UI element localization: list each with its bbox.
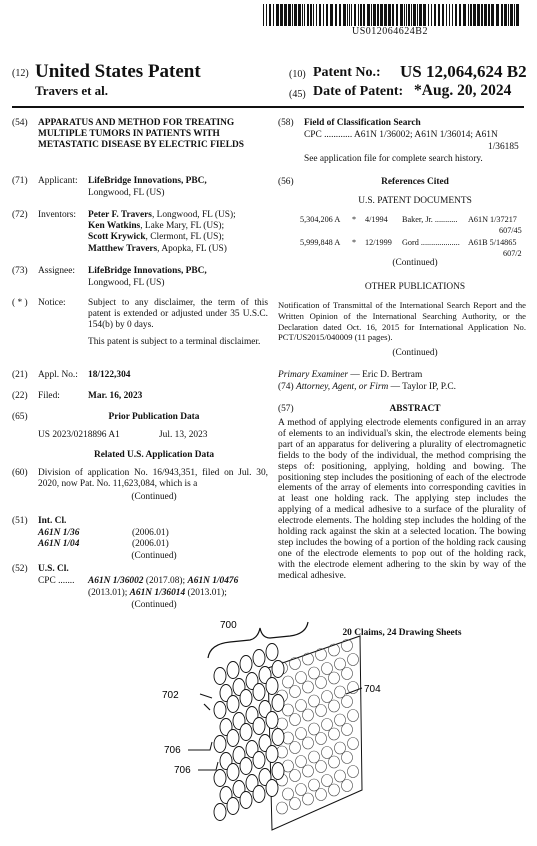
- prior-heading: Prior Publication Data: [108, 412, 200, 422]
- barcode-number: US012064624B2: [352, 26, 428, 37]
- patent-figure: [150, 618, 410, 840]
- appl-label: Appl. No.:: [38, 370, 78, 380]
- abstract-text: A method of applying electrode elements configured in an array of elements to an individual's skin, the electrode elements being part of an apparatus for delivering a plurality of electromagnetic fields to the body of the individual, the method comprising the steps of: positioning, applying, holding and bowing. The positioning step includes the positioning of each of the electrode elements of the array of elements into corresponding cavities in at least one holding rack. The applying step includes the applying of a medical adhesive to a surface of the plurality of electrode elements. The holding step includes the holding of the holding rack against the skin at a selected location. The bowing step includes the bowing of a portion of the holding rack causing one of the electrode elements to pop out of the holding rack, with the electrode element adhering to the skin by way of the medical adhesive.: [278, 418, 526, 581]
- prior-date: Jul. 13, 2023: [159, 430, 208, 440]
- claims-line: 20 Claims, 24 Drawing Sheets: [342, 628, 462, 638]
- label-702: 702: [162, 690, 179, 701]
- appl-code: (21): [12, 370, 28, 380]
- title-code: (54): [12, 118, 28, 128]
- refs-heading: References Cited: [381, 177, 449, 187]
- intcl-class: A61N 1/36: [38, 528, 80, 538]
- applicant-label: Applicant:: [38, 176, 78, 186]
- other-heading: OTHER PUBLICATIONS: [364, 282, 466, 292]
- uscl-code: (52): [12, 564, 28, 574]
- field-see: See application file for complete search history.: [304, 154, 483, 164]
- inventors-label: Inventors:: [38, 210, 77, 220]
- inventor-item: Matthew Travers, Apopka, FL (US): [88, 243, 227, 254]
- patent-no-label: Patent No.:: [313, 65, 381, 80]
- country-title: United States Patent: [35, 61, 201, 82]
- us-docs-heading: U.S. PATENT DOCUMENTS: [358, 196, 472, 206]
- filed-code: (22): [12, 391, 28, 401]
- barcode: [263, 4, 521, 26]
- filed-value: Mar. 16, 2023: [88, 391, 143, 401]
- applicant-name: LifeBridge Innovations, PBC,: [88, 176, 207, 186]
- appl-value: 18/122,304: [88, 370, 131, 380]
- related-heading: Related U.S. Application Data: [93, 450, 215, 460]
- intcl-version: (2006.01): [132, 528, 169, 538]
- inventor-line: Travers et al.: [35, 83, 109, 98]
- assignee-code: (73): [12, 266, 28, 276]
- inventors-code: (72): [12, 210, 28, 220]
- patent-no-value: US 12,064,624 B2: [400, 62, 527, 81]
- notice-label: Notice:: [38, 298, 66, 308]
- field-heading: Field of Classification Search: [304, 118, 421, 128]
- notice-text-terminal: This patent is subject to a terminal disclaimer.: [88, 337, 261, 347]
- patent-no-code: (10): [289, 69, 306, 80]
- date-label: Date of Patent:: [313, 84, 404, 99]
- division-text: Division of application No. 16/943,351, filed on Jul. 30, 2020, now Pat. No. 11,623,084, which is a: [38, 468, 268, 490]
- date-value: *Aug. 20, 2024: [414, 82, 512, 99]
- label-704: 704: [364, 684, 381, 695]
- prior-code: (65): [12, 412, 28, 422]
- label-706: 706: [164, 745, 181, 756]
- abstract-code: (57): [278, 404, 294, 414]
- cpc-line-1: A61N 1/36002 (2017.08); A61N 1/0476: [88, 576, 239, 586]
- uscl-label: U.S. Cl.: [38, 564, 69, 574]
- continued-related: (Continued): [131, 492, 177, 502]
- header-divider: [12, 106, 524, 108]
- examiner-line: Primary Examiner — Eric D. Bertram: [278, 370, 423, 380]
- label-706: 706: [174, 765, 191, 776]
- continued-intcl: (Continued): [131, 551, 177, 561]
- field-code: (58): [278, 118, 294, 128]
- inventor-list: [88, 210, 270, 255]
- cpc-label: CPC .......: [38, 576, 75, 586]
- intcl-class: A61N 1/04: [38, 539, 80, 549]
- country-code: (12): [12, 68, 29, 79]
- inventor-item: Peter F. Travers, Longwood, FL (US);: [88, 210, 236, 220]
- electrode-array-702: [214, 644, 284, 821]
- continued-uscl: (Continued): [131, 600, 177, 610]
- intcl-version: (2006.01): [132, 539, 169, 549]
- filed-label: Filed:: [38, 391, 60, 401]
- prior-pub: US 2023/0218896 A1: [38, 430, 120, 440]
- intcl-label: Int. Cl.: [38, 516, 67, 526]
- other-text: Notification of Transmittal of the International Search Report and the Written Opinion of the International Searching Authority, or the Declaration dated Oct. 16, 2015 for International Application No. PCT/US2015/040009 (11 pages).: [278, 300, 526, 343]
- continued-other: (Continued): [392, 348, 438, 358]
- field-cpc-line-2: 1/36185: [488, 142, 519, 152]
- continued-refs: (Continued): [392, 258, 438, 268]
- assignee-place: Longwood, FL (US): [88, 278, 165, 288]
- attorney-line: (74) Attorney, Agent, or Firm — Taylor IP, P.C.: [278, 382, 456, 392]
- assignee-name: LifeBridge Innovations, PBC,: [88, 266, 207, 276]
- patent-title: APPARATUS AND METHOD FOR TREATING MULTIPLE TUMORS IN PATIENTS WITH METASTATIC DISEASE BY ELECTRIC FIELDS: [38, 118, 244, 151]
- inventor-item: Scott Krywick, Clermont, FL (US);: [88, 232, 225, 243]
- assignee-label: Assignee:: [38, 266, 75, 276]
- cpc-line-2: (2013.01); A61N 1/36014 (2013.01);: [88, 588, 227, 598]
- division-code: (60): [12, 468, 28, 478]
- applicant-place: Longwood, FL (US): [88, 188, 165, 198]
- date-code: (45): [289, 89, 306, 100]
- inventor-item: Ken Watkins, Lake Mary, FL (US);: [88, 221, 225, 232]
- applicant-code: (71): [12, 176, 28, 186]
- label-700: 700: [220, 620, 237, 631]
- intcl-code: (51): [12, 516, 28, 526]
- refs-code: (56): [278, 177, 294, 187]
- abstract-heading: ABSTRACT: [389, 404, 441, 414]
- field-cpc-line-1: CPC ............ A61N 1/36002; A61N 1/36014; A61N: [304, 130, 498, 140]
- notice-text: Subject to any disclaimer, the term of this patent is extended or adjusted under 35 U.S.C. 154(b) by 0 days.: [88, 298, 268, 331]
- notice-code: ( * ): [12, 298, 28, 308]
